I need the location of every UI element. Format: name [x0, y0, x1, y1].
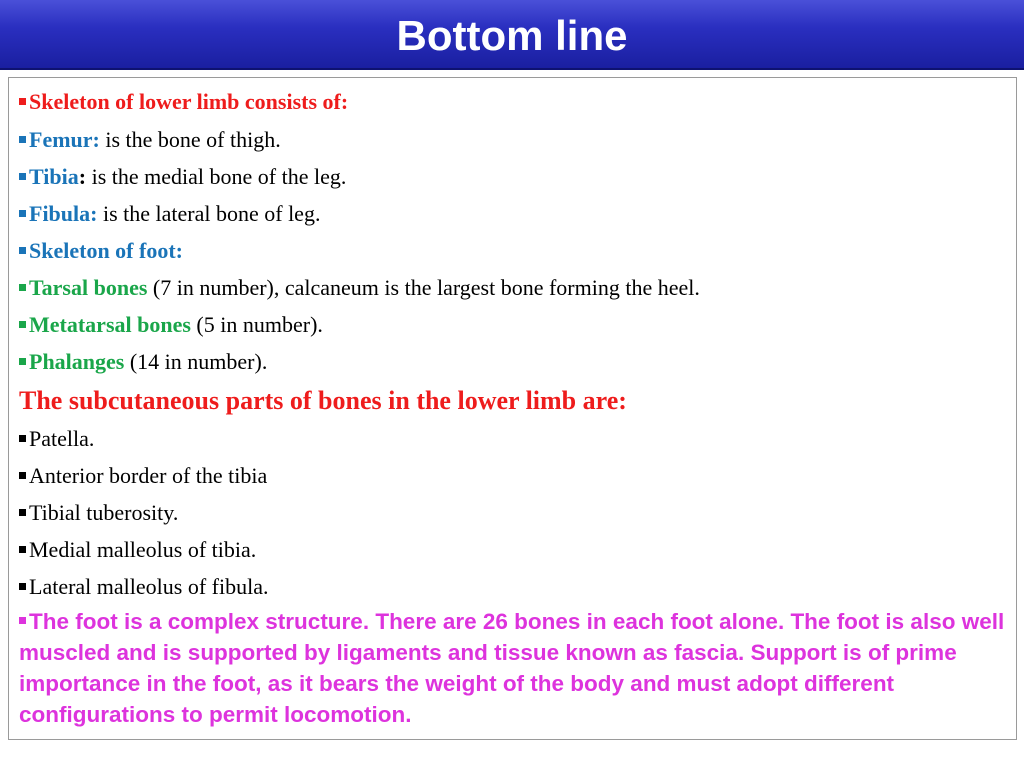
subcutaneous-item: Tibial tuberosity. [29, 500, 179, 525]
term-tarsal-bones: Tarsal bones [29, 275, 148, 300]
term-phalanges: Phalanges [29, 349, 125, 374]
square-bullet-icon [19, 98, 26, 105]
list-item-tarsal-bones [19, 275, 700, 301]
subcutaneous-item: Medial malleolus of tibia. [29, 537, 257, 562]
section1-heading-line [19, 89, 348, 115]
square-bullet-icon [19, 358, 26, 365]
desc-fibula: is the lateral bone of leg. [97, 201, 321, 226]
list-item-lateral-malleolus [19, 574, 268, 600]
subcutaneous-item: Lateral malleolus of fibula. [29, 574, 269, 599]
term-fibula: Fibula: [29, 201, 98, 226]
list-item-skeleton-of-foot [19, 238, 183, 264]
list-item-patella [19, 426, 94, 452]
list-item-fibula [19, 201, 320, 227]
list-item-medial-malleolus [19, 537, 256, 563]
square-bullet-icon [19, 583, 26, 590]
square-bullet-icon [19, 210, 26, 217]
subcutaneous-item: Anterior border of the tibia [29, 463, 268, 488]
square-bullet-icon [19, 435, 26, 442]
term-metatarsal-bones: Metatarsal bones [29, 312, 191, 337]
list-item-anterior-border [19, 463, 267, 489]
desc-femur: is the bone of thigh. [99, 127, 281, 152]
list-item-phalanges [19, 349, 267, 375]
desc-tibia: is the medial bone of the leg. [86, 164, 347, 189]
square-bullet-icon [19, 546, 26, 553]
term-tibia: Tibia [29, 164, 79, 189]
term-femur: Femur: [29, 127, 100, 152]
subcutaneous-item: Patella. [29, 426, 95, 451]
title-bar [0, 0, 1024, 70]
square-bullet-icon [19, 509, 26, 516]
square-bullet-icon [19, 617, 26, 624]
list-item-metatarsal-bones [19, 312, 323, 338]
section1-heading: Skeleton of lower limb consists of: [29, 89, 349, 114]
term-tibia-colon: : [78, 164, 87, 189]
list-item-tibial-tuberosity [19, 500, 178, 526]
list-item-tibia [19, 164, 346, 190]
section2-heading: The subcutaneous parts of bones in the lower limb are: [19, 386, 627, 415]
list-item-femur [19, 127, 281, 153]
foot-note-text: The foot is a complex structure. There are 26 bones in each foot alone. The foot is also well muscled and is supported by ligaments and tissue known as fascia. Support is of prime importance in the foot, as it bears the weight of the body and must adopt different configurations to permit locomotion. [19, 609, 1005, 727]
foot-note-paragraph [19, 606, 1009, 730]
slide-title: Bottom line [396, 12, 628, 59]
square-bullet-icon [19, 472, 26, 479]
square-bullet-icon [19, 284, 26, 291]
desc-phalanges: (14 in number). [124, 349, 268, 374]
desc-metatarsal-bones: (5 in number). [190, 312, 323, 337]
desc-tarsal-bones: (7 in number), calcaneum is the largest bone forming the heel. [147, 275, 700, 300]
square-bullet-icon [19, 247, 26, 254]
term-skeleton-of-foot: Skeleton of foot: [29, 238, 183, 263]
square-bullet-icon [19, 321, 26, 328]
square-bullet-icon [19, 173, 26, 180]
square-bullet-icon [19, 136, 26, 143]
